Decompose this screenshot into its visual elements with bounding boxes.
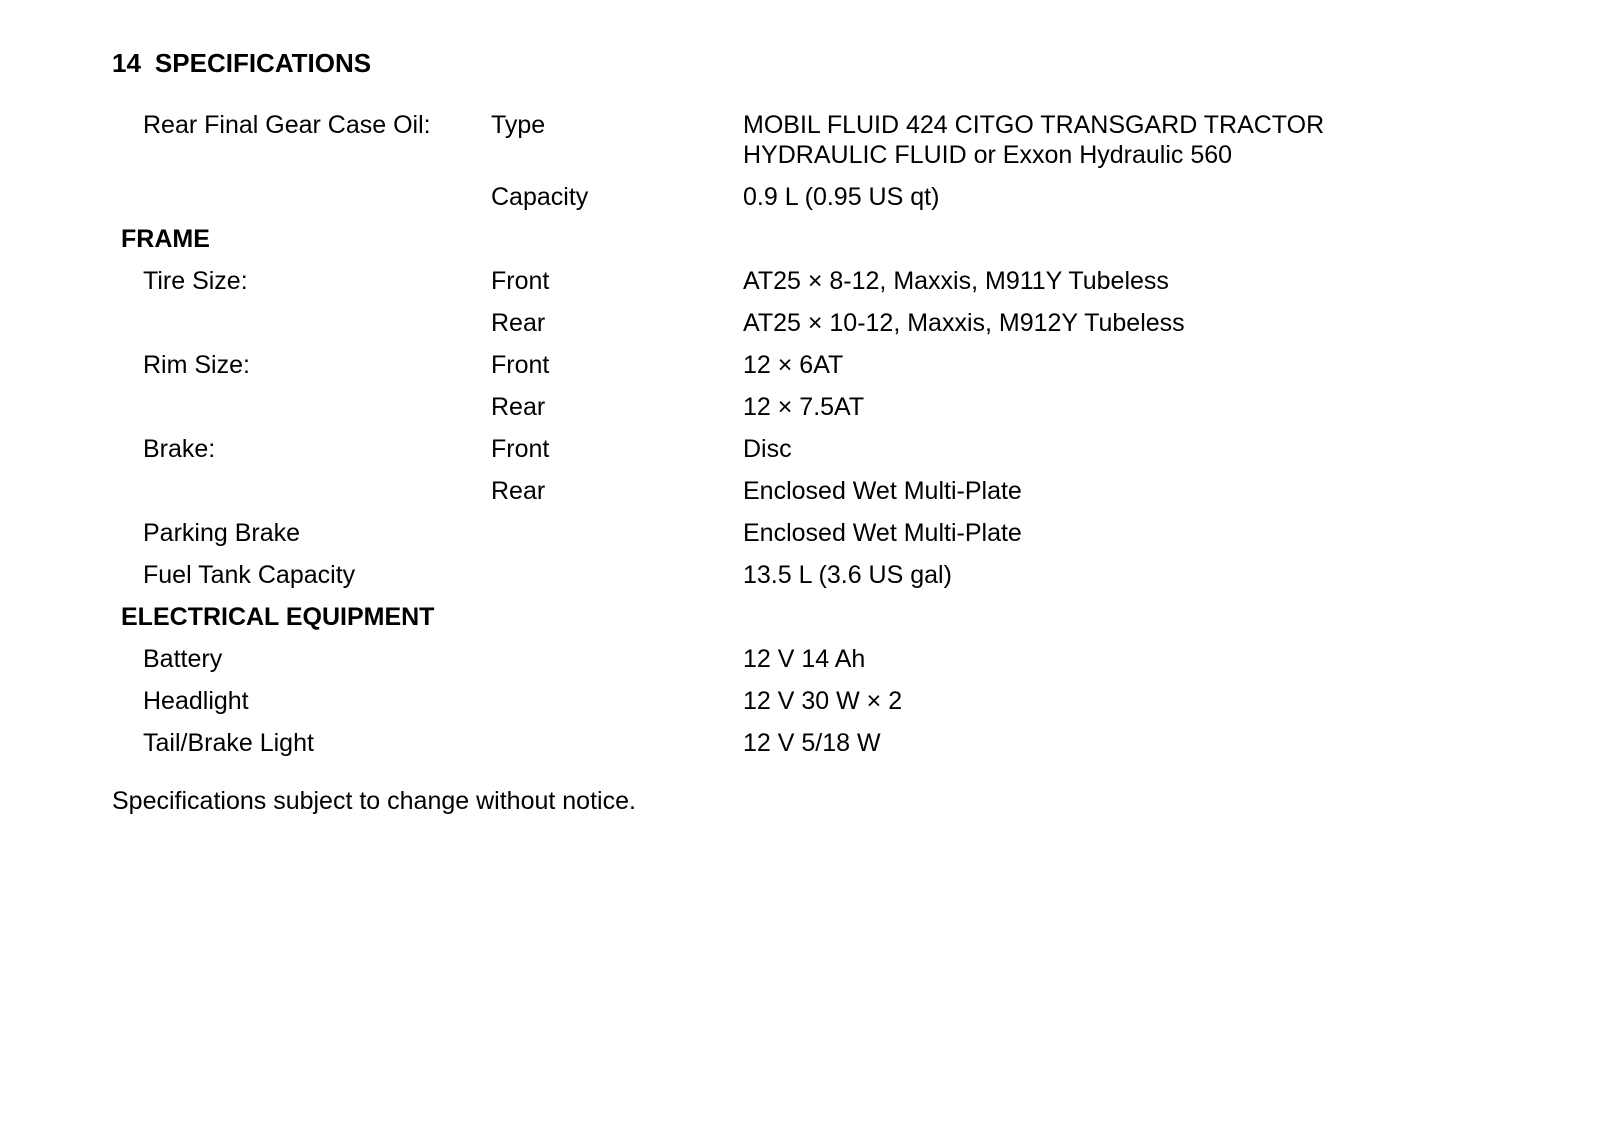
footnote: Specifications subject to change without notice. [112,787,636,815]
spec-label: Rim Size: [143,351,250,379]
spec-sublabel: Front [491,351,550,379]
spec-value: 12 × 7.5AT [743,393,865,421]
spec-sublabel: Rear [491,309,546,337]
spec-value: 13.5 L (3.6 US gal) [743,561,952,589]
spec-label: Brake: [143,435,216,463]
spec-value [743,182,1503,212]
section-heading-electrical-equipment: ELECTRICAL EQUIPMENT [121,603,435,631]
spec-label: Tire Size: [143,267,248,295]
spec-sublabel: Front [491,435,550,463]
spec-label: Battery [143,645,223,673]
page-header [112,47,371,79]
page-number: 14 [112,48,141,78]
spec-label: Fuel Tank Capacity [143,561,356,589]
spec-sublabel: Front [491,267,550,295]
spec-value: AT25 × 10-12, Maxxis, M912Y Tubeless [743,309,1185,337]
spec-value-line: 0.9 L (0.95 US qt) [743,183,940,211]
spec-value [743,110,1503,170]
spec-sublabel: Rear [491,477,546,505]
page-title: SPECIFICATIONS [154,48,372,78]
spec-sublabel: Rear [491,393,546,421]
spec-value: 12 V 5/18 W [743,729,881,757]
spec-value-line: MOBIL FLUID 424 CITGO TRANSGARD TRACTOR [743,111,1325,139]
spec-value: Disc [743,435,792,463]
spec-label: Headlight [143,687,249,715]
spec-sublabel: Capacity [491,183,589,211]
spec-value: 12 V 14 Ah [743,645,866,673]
spec-label: Tail/Brake Light [143,729,314,757]
spec-value: Enclosed Wet Multi-Plate [743,519,1022,547]
spec-value: AT25 × 8-12, Maxxis, M911Y Tubeless [743,267,1169,295]
spec-value: Enclosed Wet Multi-Plate [743,477,1022,505]
spec-value: 12 × 6AT [743,351,844,379]
spec-label: Rear Final Gear Case Oil: [143,111,431,139]
spec-value-line: HYDRAULIC FLUID or Exxon Hydraulic 560 [743,141,1233,169]
spec-sublabel: Type [491,111,546,139]
spec-value: 12 V 30 W × 2 [743,687,903,715]
section-heading-frame: FRAME [121,225,210,253]
spec-label: Parking Brake [143,519,301,547]
